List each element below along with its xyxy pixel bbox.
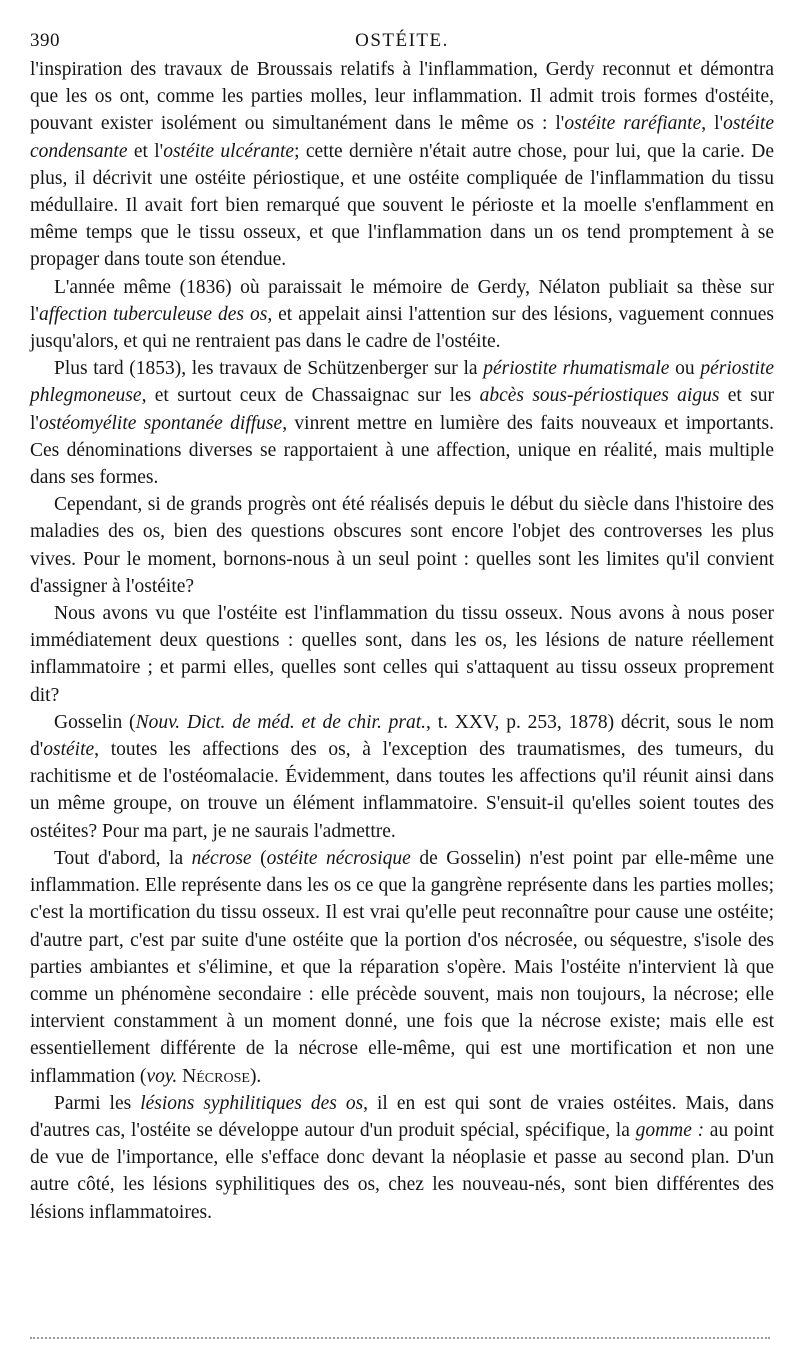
paragraph-p2 — [30, 274, 774, 356]
page-header — [30, 26, 774, 56]
text-run: Nous avons vu que l'ostéite est l'inflammation du tissu osseux. Nous avons à nous poser immédiatement deux questions : quelles sont, dans les os, les lésions de nature réellement inflammatoire ; et parmi elles, quelles sont celles qui s'attaquent au tissu osseux proprement dit? — [30, 603, 774, 706]
italic-term: affection tuberculeuse des os — [38, 303, 268, 325]
body-text — [30, 56, 774, 1226]
text-run: ou — [669, 358, 701, 380]
book-page — [30, 26, 774, 1226]
text-run: ( — [251, 847, 267, 869]
text-run: Cependant, si de grands progrès ont été réalisés depuis le début du siècle dans l'histoire des maladies des os, bien des questions obscures sont encore l'objet des controverses les plus vives. Pour le moment, bornons-nous à un seul point : quelles sont les limites qu'il convient d'assigner à l'ostéite? — [30, 494, 774, 597]
footer-dotted-rule — [30, 1337, 770, 1339]
italic-term: ostéite raréfiante — [564, 113, 702, 135]
italic-term: ostéite condensante — [30, 113, 774, 162]
italic-term: voy. — [146, 1065, 178, 1087]
text-run: , t. XXV, p. 253, 1878) décrit, sous le nom d' — [30, 711, 774, 761]
paragraph-p8 — [30, 1090, 774, 1226]
text-run: au point de vue de l'importance, elle s'efface donc devant la néoplasie et passe au second plan. D'un autre côté, les lésions syphilitiques des os, chez les nouveau-nés, sont bien différentes des lésions inflammatoires. — [30, 1119, 774, 1223]
paragraph-p3 — [30, 355, 774, 491]
cross-reference: Nécrose — [182, 1065, 250, 1087]
page-number: 390 — [30, 30, 60, 51]
text-run: l'inspiration des travaux de Broussais relatifs à l'inflammation, Gerdy reconnut et démontra que les os ont, comme les parties molles, leur inflammation. Il admit trois formes d'ostéite, pouvant exister isolément ou simultanément dans le même os : l' — [30, 59, 774, 135]
paragraph-p5 — [30, 600, 774, 709]
paragraph-p4 — [30, 491, 774, 600]
text-run: , l' — [701, 113, 724, 135]
italic-term: lésions syphilitiques des os — [140, 1092, 364, 1114]
text-run: , et appelait ainsi l'attention sur des lésions, vaguement connues jusqu'alors, et qui ne rentraient pas dans le cadre de l'ostéite. — [30, 303, 774, 353]
italic-term: ostéomyélite spontanée diffuse — [38, 412, 283, 434]
italic-term: ostéite nécrosique — [266, 847, 411, 869]
italic-term: ostéite — [43, 739, 95, 761]
italic-term: abcès sous-périostiques aigus — [479, 385, 720, 407]
text-run: , il en est qui sont de vraies ostéites. Mais, dans d'autres cas, l'ostéite se développe autour d'un produit spécial, spécifique, la — [30, 1092, 774, 1141]
text-run: Gosselin ( — [54, 711, 136, 733]
text-run: et sur l' — [30, 385, 775, 434]
running-title: OSTÉITE. — [355, 30, 449, 51]
italic-term: périostite phlegmoneuse — [30, 358, 774, 407]
text-run: de Gosselin) n'est point par elle-même une inflammation. Elle représente dans les os ce que la gangrène représente dans les parties molles; c'est la mortification du tissu osseux. Il est vrai qu'elle peut reconnaître pour cause une ostéite; d'autre part, c'est par suite d'une ostéite que la portion d'os nécrosée, ou séquestre, s'isole des parties ambiantes et s'élimine, et que la réparation s'opère. Mais l'ostéite n'intervient là que comme un phénomène secondaire : elle précède souvent, mais non toujours, la nécrose; elle intervient constamment à un moment donné, une fois que la nécrose existe; mais elle est essentiellement différente de la nécrose elle-même, qui est une mortification et non une inflammation ( — [30, 847, 774, 1087]
text-run: Tout d'abord, la — [54, 847, 192, 869]
text-run: ). — [249, 1065, 262, 1087]
text-run: et l' — [127, 140, 164, 162]
text-run: Parmi les — [54, 1092, 141, 1114]
italic-term: ostéite ulcérante — [163, 140, 295, 162]
italic-term: gomme : — [635, 1119, 705, 1141]
paragraph-p6 — [30, 709, 774, 845]
italic-term: périostite rhumatismale — [483, 358, 670, 380]
paragraph-p7 — [30, 845, 774, 1090]
text-run: ; cette dernière n'était autre chose, pour lui, que la carie. De plus, il décrivit une ostéite périostique, et une ostéite compliquée de l'inflammation du tissu médullaire. Il avait fort bien remarqué que souvent le périoste et la moelle s'enflamment en même temps que le tissu osseux, et que l'inflammation dans un os tend promptement à se propager dans toute son étendue. — [30, 140, 774, 271]
paragraph-p1 — [30, 56, 774, 274]
text-run: L'année même (1836) où paraissait le mémoire de Gerdy, Nélaton publiait sa thèse sur l' — [30, 276, 774, 325]
text-run: Plus tard (1853), les travaux de Schützenberger sur la — [54, 358, 484, 380]
italic-term: Nouv. Dict. de méd. et de chir. prat. — [135, 711, 427, 733]
text-run: , vinrent mettre en lumière des faits nouveaux et importants. Ces dénominations diverses se rapportaient à une affection, unique en réalité, mais multiple dans ses formes. — [30, 412, 774, 489]
text-run: , et surtout ceux de Chassaignac sur les — [141, 385, 480, 407]
text-run: , toutes les affections des os, à l'exception des traumatismes, des tumeurs, du rachitisme et de l'ostéomalacie. Évidemment, dans toutes les affections qu'il réunit ainsi dans un même groupe, on trouve un élément inflammatoire. S'ensuit-il qu'elles soient toutes des ostéites? Pour ma part, je ne saurais l'admettre. — [30, 739, 774, 842]
italic-term: nécrose — [191, 847, 252, 869]
